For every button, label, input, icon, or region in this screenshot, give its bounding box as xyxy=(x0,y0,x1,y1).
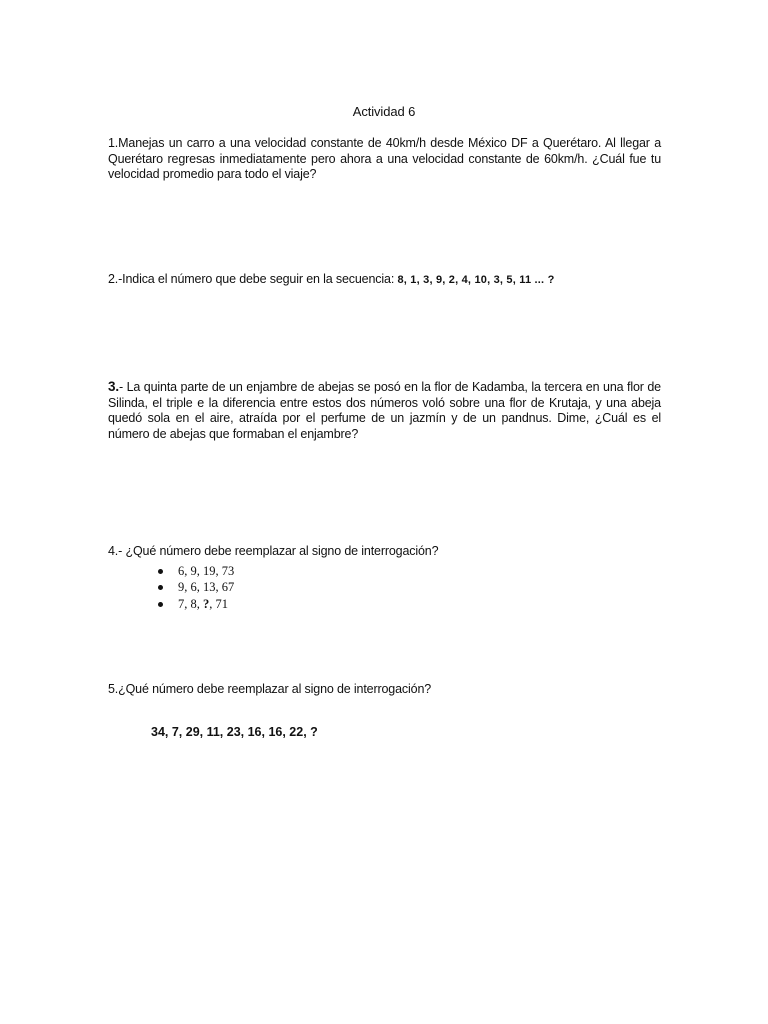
list-item-text: 9, 6, 13, 67 xyxy=(178,580,235,594)
bullet-icon xyxy=(158,585,163,590)
question-2-prefix: 2.-Indica el número que debe seguir en la secuencia: xyxy=(108,272,398,286)
bullet-icon xyxy=(158,602,163,607)
question-5-text: 5.¿Qué número debe reemplazar al signo de interrogación? xyxy=(108,682,432,696)
question-3-number: 3. xyxy=(108,379,119,394)
question-1 xyxy=(108,136,661,183)
question-5 xyxy=(108,682,661,698)
bullet-icon xyxy=(158,569,163,574)
page-title: Actividad 6 xyxy=(352,104,416,119)
question-mark: ? xyxy=(203,596,210,611)
list-item xyxy=(108,563,661,580)
question-2 xyxy=(108,272,661,289)
question-4-text: 4.- ¿Qué número debe reemplazar al signo de interrogación? xyxy=(108,544,439,558)
question-1-text: 1.Manejas un carro a una velocidad constante de 40km/h desde México DF a Querétaro. Al llegar a Querétaro regresas inmediatamente pero ahora a una velocidad constante de 60km/h. ¿Cuál fue tu velocidad promedio para todo el viaje? xyxy=(108,136,661,181)
list-item-text: 6, 9, 19, 73 xyxy=(178,563,235,578)
list-item-text-after: , 71 xyxy=(209,596,228,611)
list-item xyxy=(108,579,661,596)
question-3-text: - La quinta parte de un enjambre de abejas se posó en la flor de Kadamba, la tercera en una flor de Silinda, el triple e la diferencia entre estos dos números voló sobre una flor de Krutaja, y una abeja quedó sola en el aire, atraída por el perfume de un jazmín y de un pandnus. Dime, ¿Cuál es el número de abejas que formaban el enjambre? xyxy=(108,380,661,441)
question-5-sequence: 34, 7, 29, 11, 23, 16, 16, 22, ? xyxy=(151,725,318,739)
list-item-text-before: 7, 8, xyxy=(178,596,203,611)
question-4-list xyxy=(108,563,661,613)
list-item xyxy=(108,596,661,613)
question-4 xyxy=(108,544,661,612)
question-3 xyxy=(108,379,661,442)
question-2-sequence: 8, 1, 3, 9, 2, 4, 10, 3, 5, 11 ... ? xyxy=(397,274,555,286)
